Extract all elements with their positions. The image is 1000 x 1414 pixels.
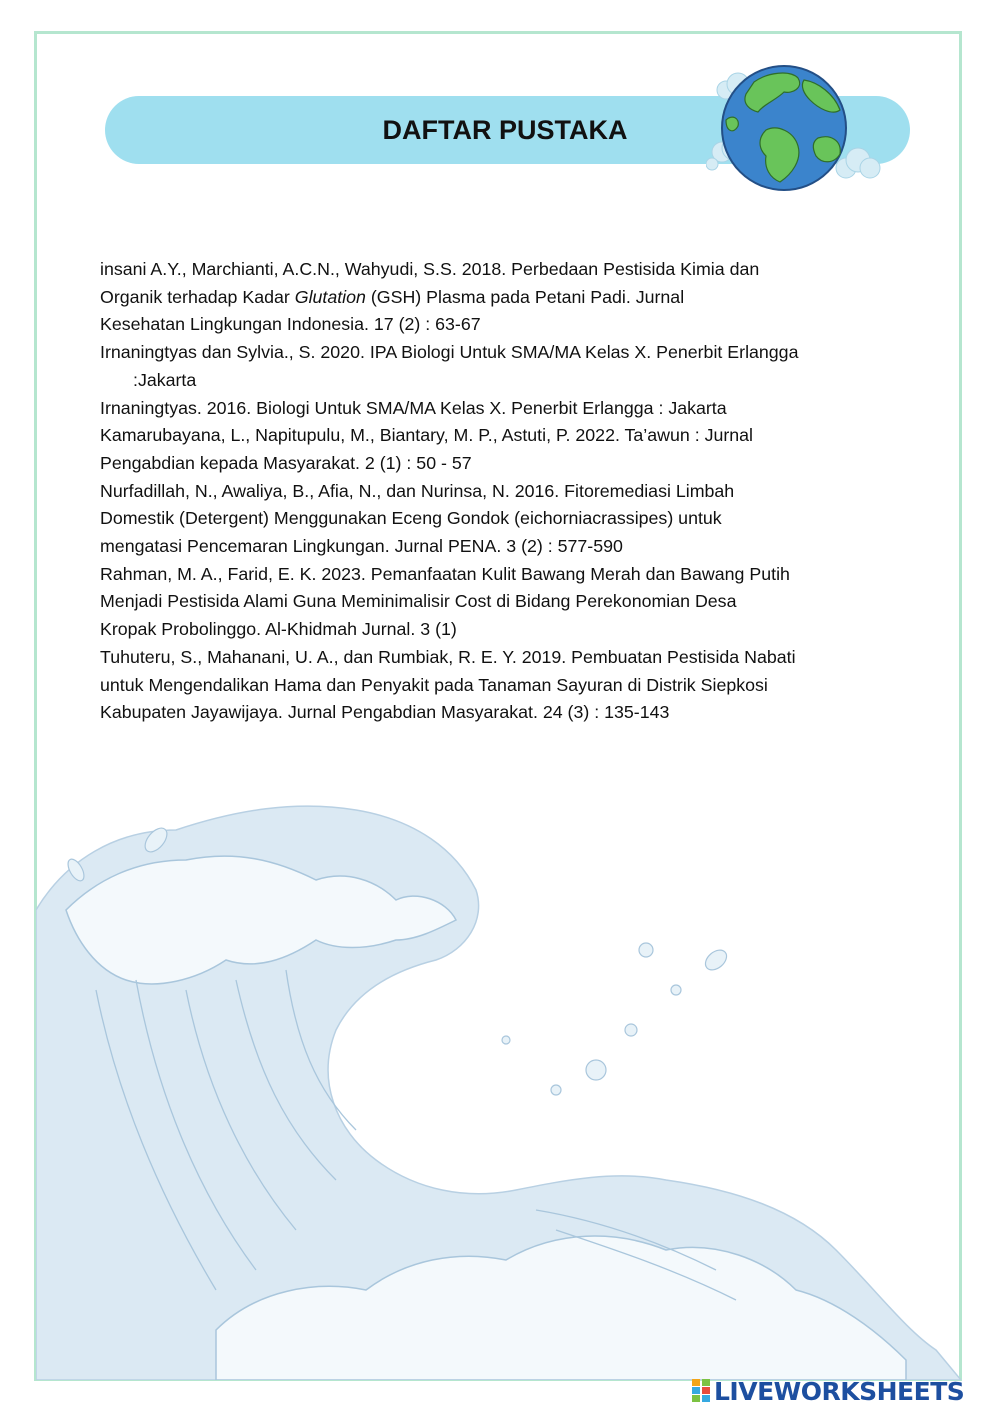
reference-line: Kropak Probolinggo. Al-Khidmah Jurnal. 3 (1): [100, 619, 457, 640]
brand-text: LIVEWORKSHEETS: [714, 1376, 965, 1406]
reference-line: Irnaningtyas. 2016. Biologi Untuk SMA/MA Kelas X. Penerbit Erlangga : Jakarta: [100, 397, 727, 418]
reference-line: :Jakarta: [133, 369, 197, 390]
reference-line: Pengabdian kepada Masyarakat. 2 (1) : 50 - 57: [100, 452, 472, 473]
reference-entry: [100, 561, 910, 644]
reference-line: Menjadi Pestisida Alami Guna Meminimalisir Cost di Bidang Perekonomian Desa: [100, 591, 737, 612]
reference-line: untuk Mengendalikan Hama dan Penyakit pada Tanaman Sayuran di Distrik Siepkosi: [100, 674, 768, 695]
reference-entry: [100, 644, 910, 727]
wave-illustration: [36, 790, 961, 1380]
reference-line: Kamarubayana, L., Napitupulu, M., Biantary, M. P., Astuti, P. 2022. Ta’awun : Jurnal: [100, 425, 754, 446]
globe-illustration: [706, 60, 886, 200]
brand-logo-icon: [692, 1379, 710, 1403]
liveworksheets-logo: [692, 1376, 964, 1406]
reference-entry: [100, 339, 910, 394]
reference-text: Organik terhadap Kadar: [100, 286, 295, 307]
reference-line: Tuhuteru, S., Mahanani, U. A., dan Rumbiak, R. E. Y. 2019. Pembuatan Pestisida Nabati: [100, 646, 796, 667]
reference-line: Rahman, M. A., Farid, E. K. 2023. Pemanfaatan Kulit Bawang Merah dan Bawang Putih: [100, 563, 790, 584]
reference-line: mengatasi Pencemaran Lingkungan. Jurnal PENA. 3 (2) : 577-590: [100, 536, 623, 557]
reference-line: Nurfadillah, N., Awaliya, B., Afia, N., dan Nurinsa, N. 2016. Fitoremediasi Limbah: [100, 480, 735, 501]
reference-entry: [100, 256, 910, 339]
reference-entry: [100, 478, 910, 561]
reference-entry: [100, 395, 910, 478]
reference-line: Irnaningtyas dan Sylvia., S. 2020. IPA Biologi Untuk SMA/MA Kelas X. Penerbit Erlangga: [100, 342, 799, 363]
reference-line: Domestik (Detergent) Menggunakan Eceng Gondok (eichorniacrassipes) untuk: [100, 508, 722, 529]
reference-line: insani A.Y., Marchianti, A.C.N., Wahyudi, S.S. 2018. Perbedaan Pestisida Kimia dan: [100, 259, 760, 279]
reference-line: [100, 284, 910, 312]
page-title: DAFTAR PUSTAKA: [382, 115, 628, 145]
reference-line: Kesehatan Lingkungan Indonesia. 17 (2) : 63-67: [100, 314, 481, 335]
reference-list: [100, 256, 910, 727]
reference-text: (GSH) Plasma pada Petani Padi. Jurnal: [365, 286, 685, 307]
reference-line: Kabupaten Jayawijaya. Jurnal Pengabdian Masyarakat. 24 (3) : 135-143: [100, 702, 670, 723]
reference-italic-term: Glutation: [294, 286, 366, 307]
